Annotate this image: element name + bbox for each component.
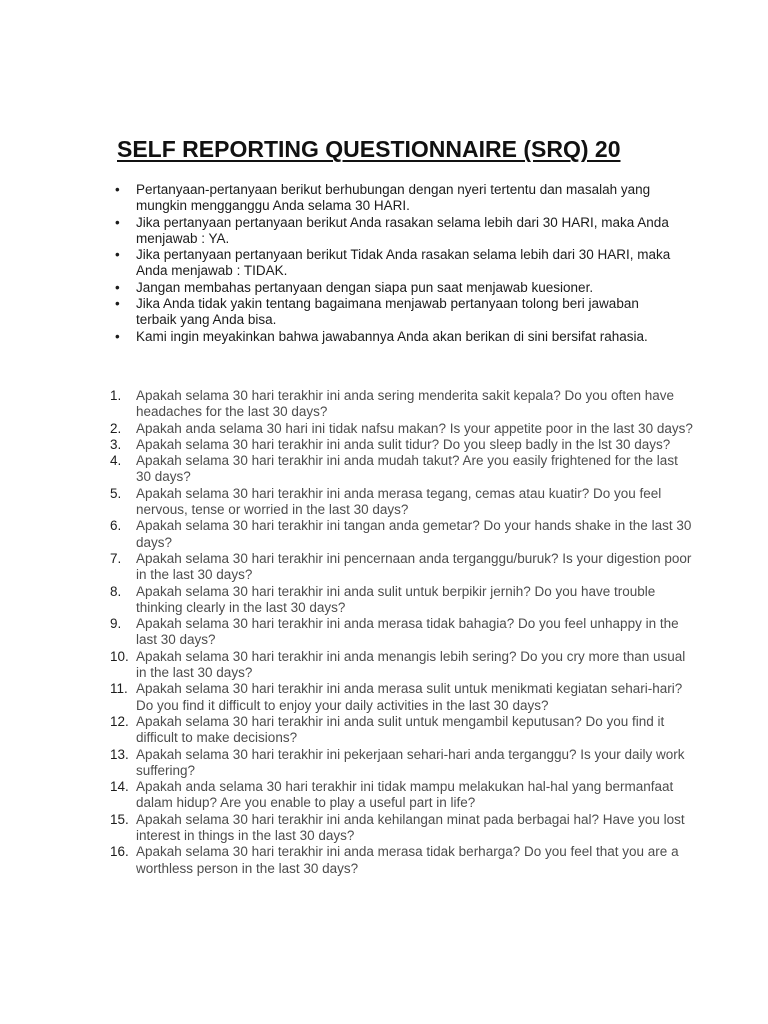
question-text: Apakah selama 30 hari terakhir ini tangan anda gemetar? Do your hands shake in the last 30 days?: [136, 518, 692, 550]
question-number: 5.: [110, 485, 122, 501]
bullet-icon: •: [115, 214, 120, 230]
question-number: 7.: [110, 550, 122, 566]
bullet-icon: •: [115, 247, 120, 263]
question-text: Apakah selama 30 hari terakhir ini anda menangis lebih sering? Do you cry more than usual in the last 30 days?: [136, 648, 686, 681]
list-item: [112, 296, 682, 329]
question-number: 10.: [110, 648, 129, 664]
question-item: [110, 518, 695, 551]
bullet-icon: •: [115, 279, 120, 295]
instruction-text: Kami ingin meyakinkan bahwa jawabannya Anda akan berikan di sini bersifat rahasia.: [136, 328, 648, 344]
instruction-text: Jangan membahas pertanyaan dengan siapa pun saat menjawab kuesioner.: [136, 279, 594, 295]
question-item: [110, 453, 695, 486]
question-text: Apakah selama 30 hari terakhir ini anda sulit untuk mengambil keputusan? Do you find it difficult to make decisions?: [136, 713, 665, 746]
question-text: Apakah selama 30 hari terakhir ini anda kehilangan minat pada berbagai hal? Have you lost interest in things in the last 30 days?: [136, 811, 685, 844]
page-title: SELF REPORTING QUESTIONNAIRE (SRQ) 20: [117, 136, 621, 162]
list-item: [112, 329, 682, 345]
list-item: [112, 182, 682, 215]
question-item: [110, 649, 695, 682]
list-item: [112, 280, 682, 296]
question-number: 1.: [110, 388, 122, 403]
question-text: Apakah anda selama 30 hari terakhir ini tidak mampu melakukan hal-hal yang bermanfaat dalam hidup? Are you enable to play a useful part in life?: [136, 779, 674, 811]
instruction-text: Jika Anda tidak yakin tentang bagaimana menjawab pertanyaan tolong beri jawaban terbaik yang Anda bisa.: [136, 296, 639, 328]
instruction-list: [112, 182, 682, 345]
question-number: 4.: [110, 453, 122, 469]
list-item: [112, 247, 682, 280]
bullet-icon: •: [115, 328, 120, 344]
question-number: 15.: [110, 811, 129, 827]
question-item: [110, 812, 695, 845]
question-number: 16.: [110, 844, 129, 860]
question-item: [110, 714, 695, 747]
instruction-text: Jika pertanyaan pertanyaan berikut Anda rasakan selama lebih dari 30 HARI, maka Anda menjawab : YA.: [136, 214, 669, 246]
question-number: 9.: [110, 616, 122, 632]
question-list: [110, 388, 695, 877]
question-item: [110, 551, 695, 584]
question-text: Apakah selama 30 hari terakhir ini anda merasa sulit untuk menikmati kegiatan sehari-hari? Do you find it difficult to enjoy your daily activities in the last 30 days?: [136, 681, 683, 713]
question-item: [110, 388, 695, 421]
question-number: 11.: [110, 681, 128, 697]
question-text: Apakah selama 30 hari terakhir ini anda sering menderita sakit kepala? Do you often have headaches for the last 30 days?: [136, 388, 675, 420]
question-text: Apakah selama 30 hari terakhir ini anda merasa tidak bahagia? Do you feel unhappy in the last 30 days?: [136, 616, 679, 648]
question-number: 13.: [110, 746, 129, 762]
question-text: Apakah selama 30 hari terakhir ini anda merasa tidak berharga? Do you feel that you are a worthless person in the last 30 days?: [136, 844, 679, 876]
question-text: Apakah selama 30 hari terakhir ini anda mudah takut? Are you easily frightened for the last 30 days?: [136, 453, 678, 485]
question-text: Apakah anda selama 30 hari ini tidak nafsu makan? Is your appetite poor in the last 30 days?: [136, 420, 693, 436]
bullet-icon: •: [115, 296, 120, 312]
question-item: [110, 844, 695, 877]
question-item: [110, 584, 695, 617]
question-number: 2.: [110, 420, 122, 436]
question-item: [110, 779, 695, 812]
question-item: [110, 421, 695, 437]
bullet-icon: •: [115, 182, 120, 197]
question-number: 6.: [110, 518, 122, 534]
question-item: [110, 616, 695, 649]
question-number: 14.: [110, 779, 129, 795]
question-text: Apakah selama 30 hari terakhir ini anda sulit untuk berpikir jernih? Do you have trouble thinking clearly in the last 30 days?: [136, 583, 656, 615]
question-item: [110, 681, 695, 714]
question-item: [110, 747, 695, 780]
question-item: [110, 486, 695, 519]
instruction-text: Jika pertanyaan pertanyaan berikut Tidak Anda rasakan selama lebih dari 30 HARI, maka Anda menjawab : TIDAK.: [136, 247, 671, 279]
question-number: 8.: [110, 583, 122, 599]
question-number: 12.: [110, 713, 129, 729]
question-text: Apakah selama 30 hari terakhir ini anda sulit tidur? Do you sleep badly in the lst 30 days?: [136, 436, 671, 452]
question-text: Apakah selama 30 hari terakhir ini anda merasa tegang, cemas atau kuatir? Do you feel nervous, tense or worried in the last 30 days?: [136, 485, 662, 518]
list-item: [112, 215, 682, 248]
question-text: Apakah selama 30 hari terakhir ini pencernaan anda terganggu/buruk? Is your digestion poor in the last 30 days?: [136, 550, 692, 583]
question-text: Apakah selama 30 hari terakhir ini pekerjaan sehari-hari anda terganggu? Is your daily work suffering?: [136, 746, 685, 778]
question-item: [110, 437, 695, 453]
question-number: 3.: [110, 436, 122, 452]
instruction-text: Pertanyaan-pertanyaan berikut berhubungan dengan nyeri tertentu dan masalah yang mungkin mengganggu Anda selama 30 HARI.: [136, 182, 651, 214]
